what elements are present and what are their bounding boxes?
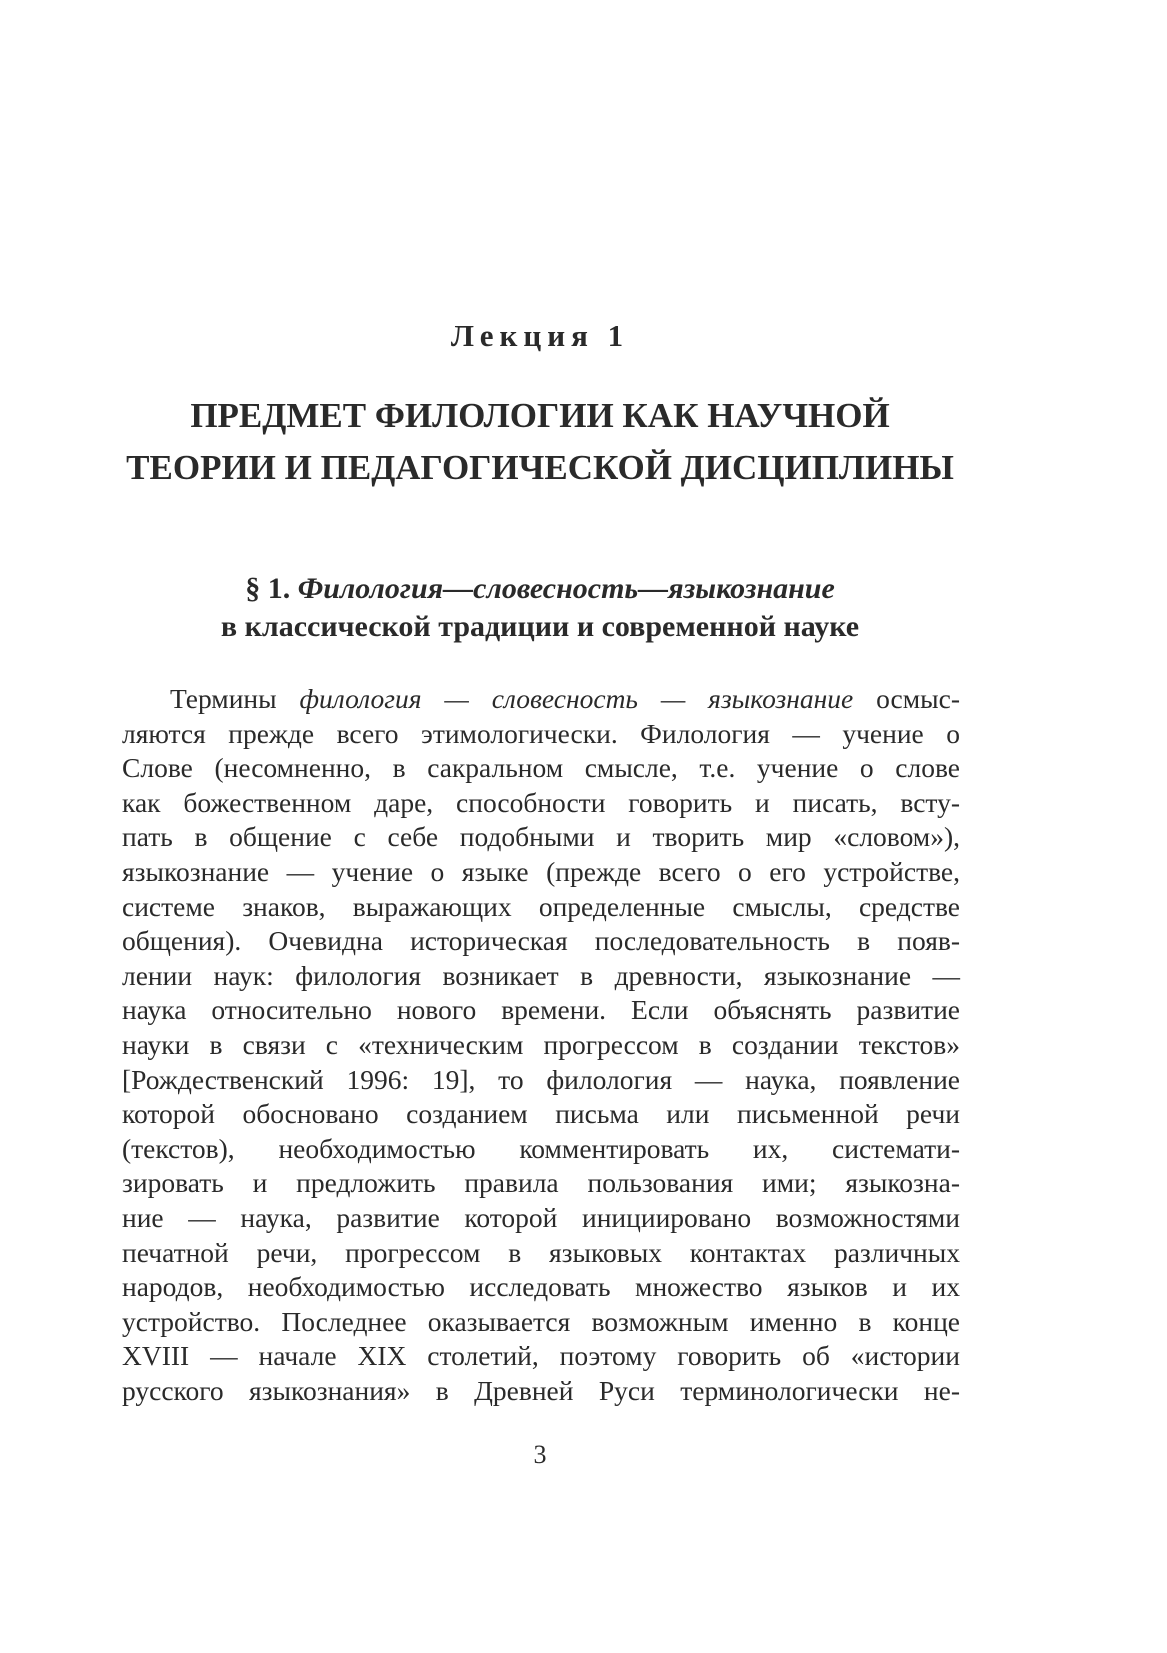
terms-italic: филология — словесность — языкознание (299, 683, 854, 714)
paragraph-line: наука относительно нового времени. Если объяснять развитие (122, 994, 960, 1026)
section-title-line-1 (100, 570, 980, 608)
chapter-title (100, 390, 980, 494)
paragraph-line: [Рождественский 1996: 19], то филология — наука, появление (122, 1063, 960, 1095)
section-title-italic: Филология—словесность—языкознание (297, 572, 835, 605)
paragraph-line: русского языкознания» в Древней Руси терминологически не- (122, 1374, 960, 1406)
body-paragraph (122, 682, 960, 1408)
paragraph-line: (текстов), необходимостью комментировать их, системати- (122, 1132, 960, 1164)
paragraph-line: которой обосновано созданием письма или письменной речи (122, 1098, 960, 1130)
paragraph-line: пать в общение с себе подобными и творить мир «словом»), (122, 821, 960, 853)
lecture-label: Лекция 1 (450, 318, 630, 353)
paragraph-line: лении наук: филология возникает в древности, языкознание — (122, 959, 960, 991)
paragraph-line: зировать и предложить правила пользования ими; языкозна- (122, 1167, 960, 1199)
paragraph-line: печатной речи, прогрессом в языковых контактах различных (122, 1236, 960, 1268)
paragraph-line: науки в связи с «техническим прогрессом в создании текстов» (122, 1028, 960, 1060)
chapter-title-line-1: ПРЕДМЕТ ФИЛОЛОГИИ КАК НАУЧНОЙ (190, 396, 890, 435)
paragraph-line: общения). Очевидна историческая последовательность в появ- (122, 925, 960, 957)
page-number: 3 (533, 1440, 547, 1469)
paragraph-line: народов, необходимостью исследовать множество языков и их (122, 1271, 960, 1303)
paragraph-line: устройство. Последнее оказывается возможным именно в конце (122, 1305, 960, 1337)
paragraph-line: системе знаков, выражающих определенные смыслы, средстве (122, 890, 960, 922)
paragraph-line: ляются прежде всего этимологически. Филология — учение о (122, 717, 960, 749)
section-number: § 1. (245, 572, 291, 605)
paragraph-line: XVIII — начале XIX столетий, поэтому говорить об «истории (122, 1340, 960, 1372)
paragraph-line: как божественном даре, способности говорить и писать, всту- (122, 786, 960, 818)
chapter-title-line-2: ТЕОРИИ И ПЕДАГОГИЧЕСКОЙ ДИСЦИПЛИНЫ (126, 448, 954, 487)
paragraph-line: Слове (несомненно, в сакральном смысле, т.е. учение о слове (122, 752, 960, 784)
section-title (100, 570, 980, 646)
paragraph-line: языкознание — учение о языке (прежде всего о его устройстве, (122, 855, 960, 887)
section-title-line-2: в классической традиции и современной науке (220, 610, 860, 643)
paragraph-line-1: Термины филология — словесность — языкознание осмыс- (170, 683, 960, 714)
paragraph-line: ние — наука, развитие которой инициировано возможностями (122, 1201, 960, 1233)
